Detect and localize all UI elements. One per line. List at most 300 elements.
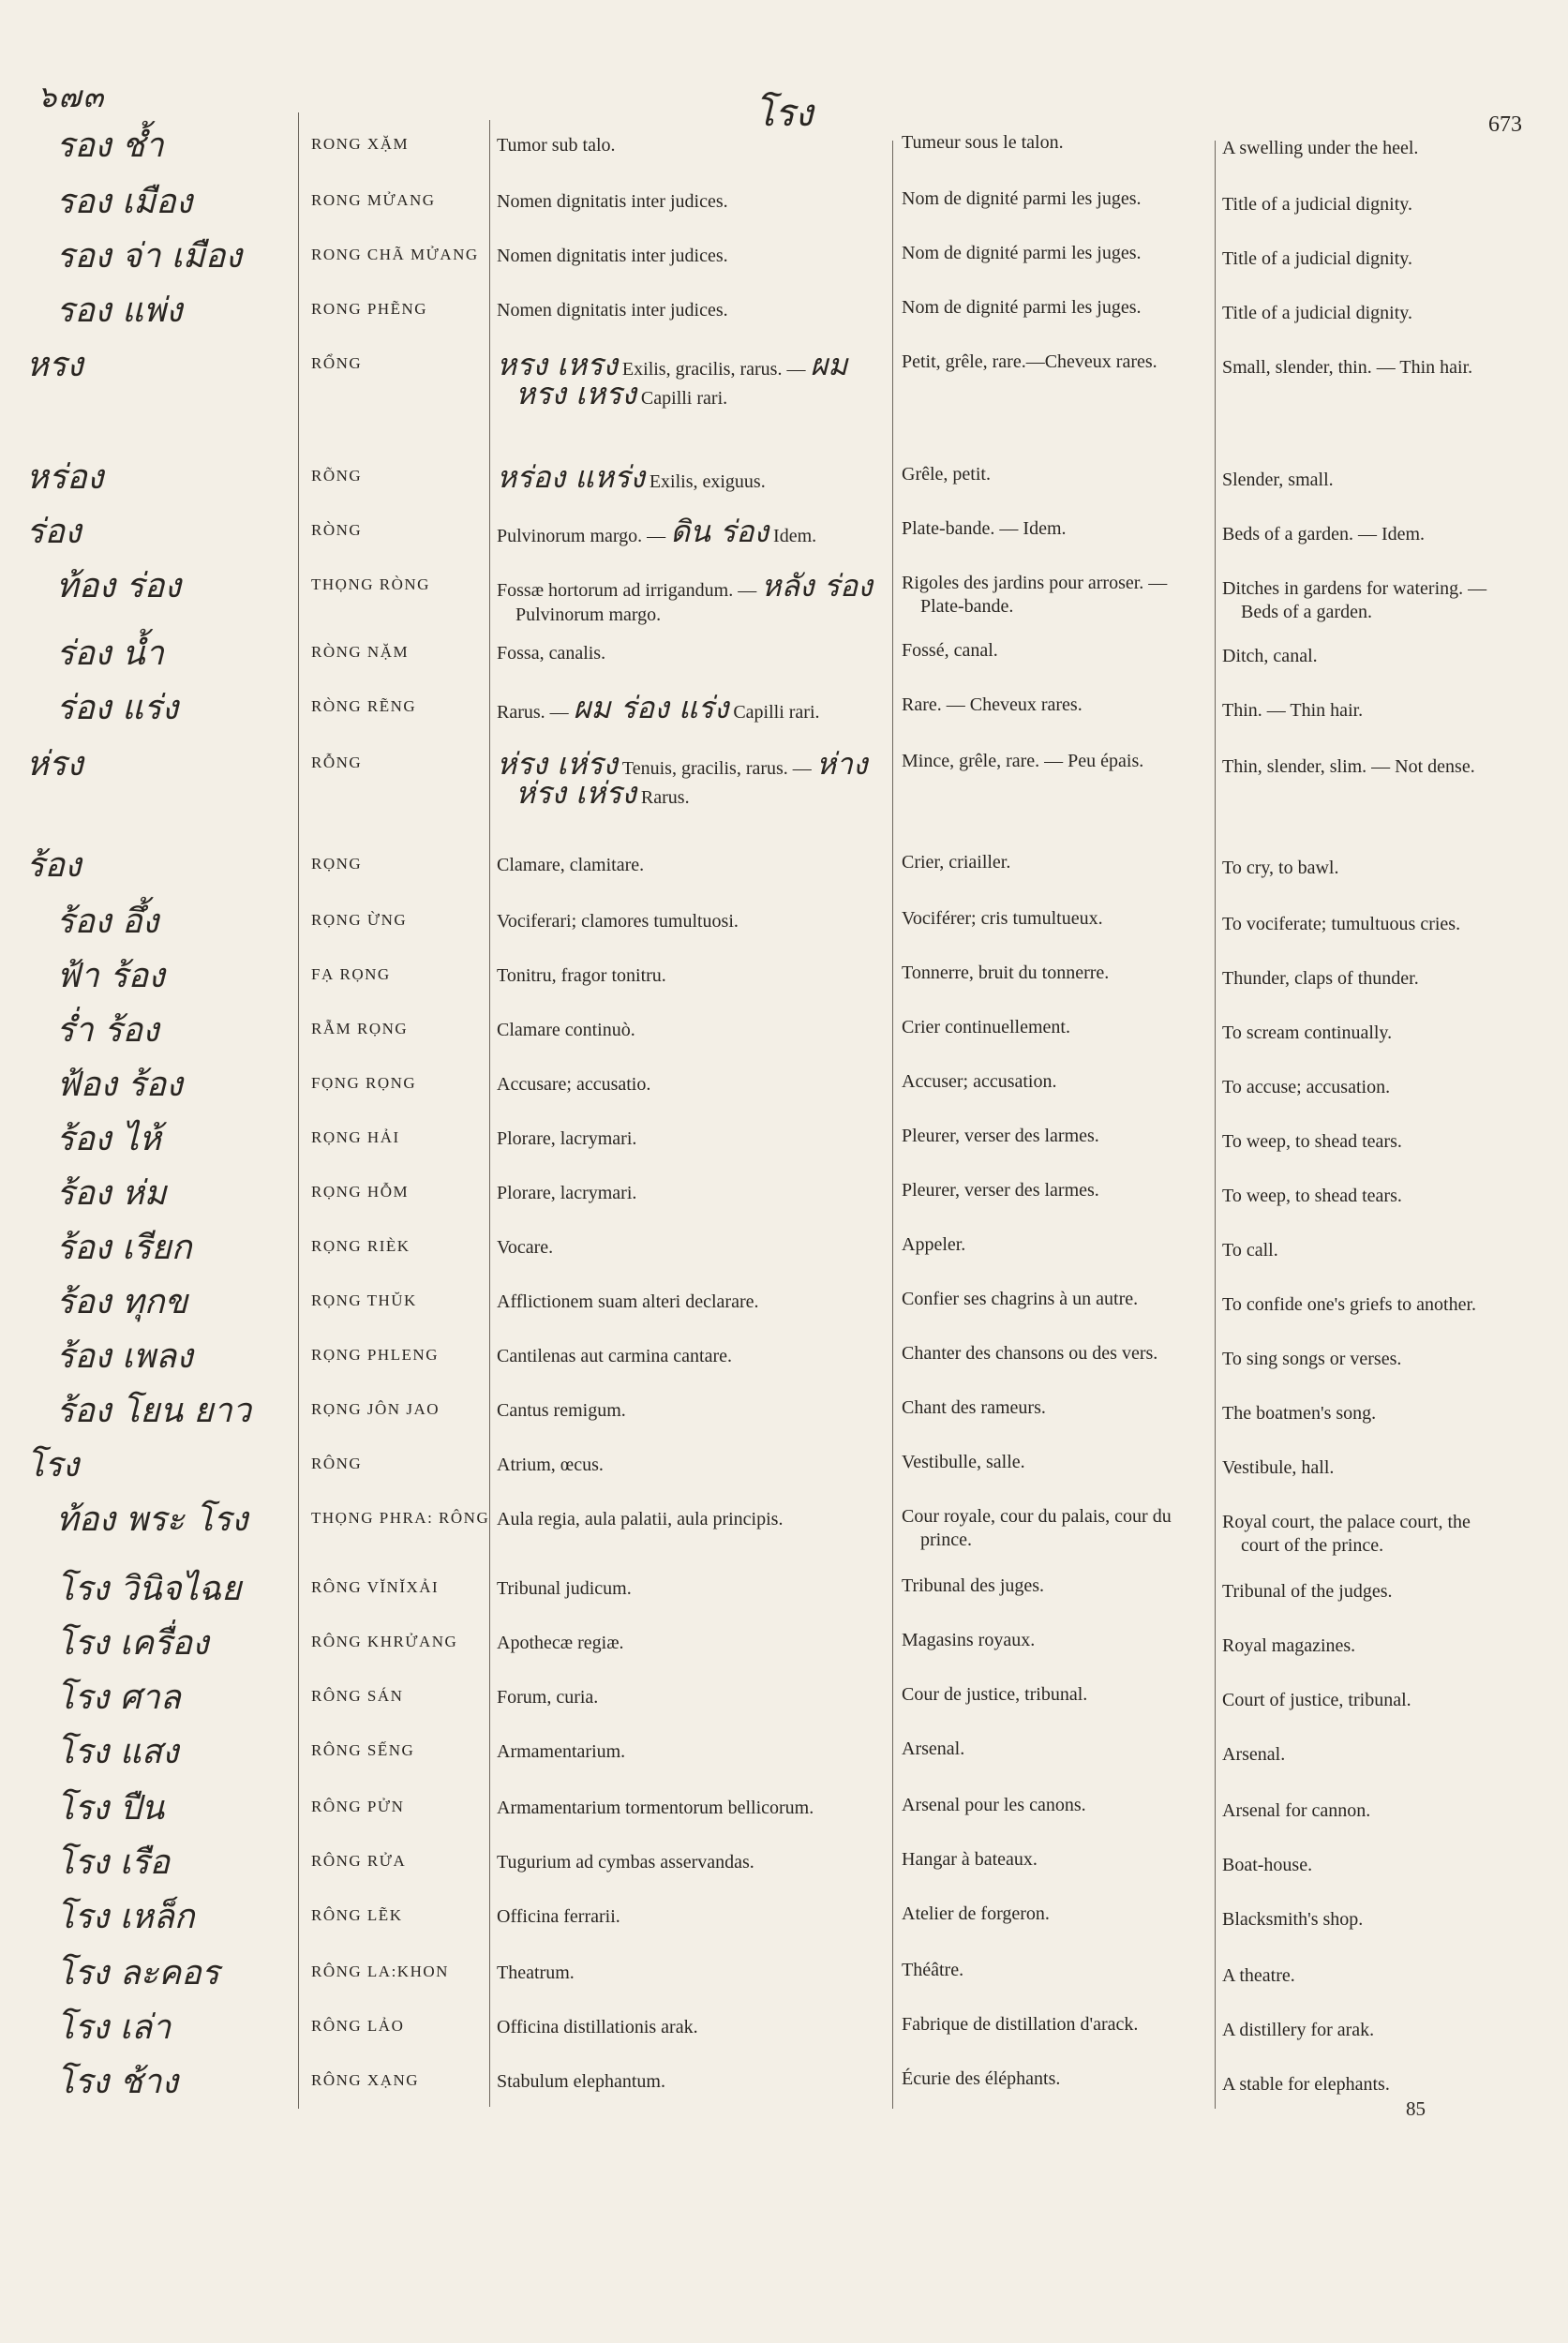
thai-headword: ร้อง ทุกข [56,1283,188,1321]
romanization: FẠ RỌNG [311,965,391,983]
thai-headword: โรง [26,1446,80,1485]
latin-continuation [497,775,890,811]
latin-definition [497,1235,890,1260]
french-text: Cour royale, cour du palais, cour du [902,1506,1172,1527]
thai-headword: รอง เมือง [56,183,193,221]
thai-headword: ร้อง เพลง [56,1337,193,1376]
english-text: Thunder, claps of thunder. [1222,968,1419,989]
french-definition [902,296,1211,320]
romanization: RÔNG LẼK [311,1906,403,1924]
english-definition [1222,523,1531,546]
inline-thai-phrase: ห่าง [815,746,868,782]
romanization: RÔNG SẾNG [311,1741,415,1759]
english-definition [1222,2019,1531,2042]
french-definition [902,1794,1211,1817]
latin-definition [497,1576,890,1601]
latin-text: Afflictionem suam alteri declarare. [497,1291,759,1312]
english-text: Boat-house. [1222,1855,1313,1875]
romanization: RONG PHẼNG [311,300,428,318]
inline-thai-phrase: หรง เหรง [497,347,618,382]
dictionary-entry [0,1784,1568,1839]
latin-text: Accusare; accusatio. [497,1074,651,1095]
latin-text: Rarus. — [497,702,569,723]
french-text: Pleurer, verser des larmes. [902,1126,1099,1146]
thai-headword: ร่อง น้ำ [56,634,164,673]
english-text: Slender, small. [1222,470,1334,490]
thai-headword: ฟ้า ร้อง [56,957,165,995]
latin-definition [497,189,890,214]
french-text: Fossé, canal. [902,640,998,661]
latin-continuation [497,376,890,411]
french-text: Nom de dignité parmi les juges. [902,188,1142,209]
thai-headword: ร้อง [26,846,82,885]
french-definition [902,1016,1211,1039]
french-definition [902,351,1211,374]
dictionary-entry [0,1387,1568,1441]
romanization: RỔNG [311,354,363,372]
french-text: Confier ses chagrins à un autre. [902,1289,1139,1309]
latin-text: Nomen dignitatis inter judices. [497,191,728,212]
latin-definition [497,1181,890,1205]
french-text: Hangar à bateaux. [902,1849,1038,1870]
latin-definition [497,133,890,157]
latin-text: Nomen dignitatis inter judices. [497,300,728,321]
french-definition [902,2067,1211,2091]
latin-text: Clamare continuò. [497,1020,635,1040]
french-text: Petit, grêle, rare.—Cheveux rares. [902,351,1157,372]
french-text: Tumeur sous le talon. [902,132,1064,153]
dictionary-entry [0,1496,1568,1556]
latin-definition [497,1018,890,1042]
latin-definition [497,568,890,627]
latin-text: Tonitru, fragor tonitru. [497,965,666,986]
dictionary-entry [0,2004,1568,2058]
latin-text: Clamare, clamitare. [497,855,645,875]
romanization: RÕNG [311,467,363,485]
latin-definition [497,1344,890,1368]
inline-thai-phrase: ห่รง เห่รง [515,775,636,811]
latin-text: Stabulum elephantum. [497,2071,665,2092]
french-text: Chant des rameurs. [902,1397,1046,1418]
english-definition [1222,1634,1531,1658]
inline-thai-phrase: หลัง ร่อง [761,568,873,604]
dictionary-entry [0,1893,1568,1948]
french-text: Fabrique de distillation d'arack. [902,2014,1139,2035]
latin-text: Tribunal judicum. [497,1578,632,1599]
romanization: RỌNG ỪNG [311,911,408,929]
english-definition [1222,469,1531,492]
latin-definition [497,641,890,665]
inline-thai-phrase: หร่อง แหร่ง [497,459,645,495]
latin-definition [497,2069,890,2094]
english-definition [1222,645,1531,668]
english-definition [1222,1689,1531,1712]
french-definition [902,1288,1211,1311]
thai-page-number: ๖๗๓ [37,79,106,114]
latin-text: Vociferari; clamores tumultuosi. [497,911,739,932]
english-text: Beds of a garden. — Idem. [1222,524,1426,545]
french-continuation: prince. [920,1530,972,1550]
english-definition [1222,356,1531,380]
english-text: Court of justice, tribunal. [1222,1690,1411,1710]
english-definition [1222,577,1531,624]
thai-headword: โรง ช้าง [56,2063,178,2101]
latin-definition [497,1961,890,1985]
thai-headword: โรง วินิจไฉย [56,1570,242,1608]
latin-text: Rarus. [640,787,690,808]
latin-text: Armamentarium tormentorum bellicorum. [497,1798,814,1818]
english-text: To vociferate; tumultuous cries. [1222,914,1461,934]
english-text: Thin. — Thin hair. [1222,700,1364,721]
english-definition [1222,1022,1531,1045]
thai-headword: รอง จ่า เมือง [56,237,242,276]
dictionary-entry [0,684,1568,739]
romanization: RONG XẶM [311,135,410,153]
french-definition [902,2013,1211,2037]
romanization: RÒNG RẼNG [311,697,417,715]
dictionary-entry [0,122,1568,176]
romanization: FỌNG RỌNG [311,1074,417,1092]
thai-headword: โรง เล่า [56,2008,172,2047]
latin-text: Plorare, lacrymari. [497,1183,637,1203]
latin-definition [497,514,890,549]
french-definition [902,639,1211,663]
english-text: To weep, to shead tears. [1222,1131,1402,1152]
french-text: Appeler. [902,1234,966,1255]
dictionary-entry [0,1333,1568,1387]
french-text: Vociférer; cris tumultueux. [902,908,1103,929]
latin-definition [497,1904,890,1929]
latin-text: Forum, curia. [497,1687,599,1708]
thai-headword: หรง [26,346,83,384]
romanization: RÔNG SÁN [311,1687,404,1705]
french-text: Atelier de forgeron. [902,1903,1050,1924]
latin-text: Pulvinorum margo. — [497,526,666,546]
latin-definition [497,1072,890,1097]
romanization: RONG CHÃ MỬANG [311,246,479,263]
thai-headword: ร่ำ ร้อง [56,1011,159,1050]
thai-headword: ร้อง เรียก [56,1229,192,1267]
latin-text: Tumor sub talo. [497,135,616,156]
french-definition [902,1903,1211,1926]
english-definition [1222,1130,1531,1154]
dictionary-entry [0,740,1568,811]
french-text: Pleurer, verser des larmes. [902,1180,1099,1201]
latin-definition [497,1631,890,1655]
french-definition [902,1125,1211,1148]
french-definition [902,1629,1211,1652]
english-text: Arsenal. [1222,1744,1286,1765]
romanization: RÔNG PỬN [311,1798,405,1815]
english-text: Ditches in gardens for watering. — [1222,578,1487,599]
french-definition [902,1574,1211,1598]
english-definition [1222,137,1531,160]
thai-headword: ร่อง แร่ง [56,689,179,727]
french-definition [902,572,1211,619]
thai-headword: ท้อง ร่อง [56,567,181,605]
latin-definition [497,909,890,933]
french-text: Grêle, petit. [902,464,991,485]
dictionary-entry [0,1170,1568,1224]
latin-definition [497,746,890,811]
french-text: Chanter des chansons ou des vers. [902,1343,1158,1364]
romanization: RÔNG XẠNG [311,2071,420,2089]
french-text: Plate-bande. — Idem. [902,518,1067,539]
thai-headword: ร่อง [26,513,82,551]
thai-headword: ท้อง พระ โรง [56,1500,248,1539]
dictionary-entry [0,1278,1568,1333]
french-definition [902,1342,1211,1366]
thai-headword: โรง ศาล [56,1679,181,1717]
latin-definition [497,1796,890,1820]
english-text: To sing songs or verses. [1222,1349,1402,1369]
latin-text: Cantilenas aut carmina cantare. [497,1346,732,1366]
french-definition [902,1505,1211,1552]
romanization: RỌNG THŬK [311,1291,417,1309]
latin-text: Apothecæ regiæ. [497,1633,624,1653]
english-definition [1222,1293,1531,1317]
latin-text: Officina distillationis arak. [497,2017,698,2037]
english-text: Tribunal of the judges. [1222,1581,1393,1602]
latin-text: Exilis, exiguus. [649,471,766,492]
romanization: RỌNG HỖM [311,1183,410,1201]
dictionary-entry [0,952,1568,1007]
romanization: RỌNG PHLENG [311,1346,439,1364]
latin-definition [497,298,890,322]
latin-definition [497,1685,890,1709]
french-text: Rigoles des jardins pour arroser. — [902,573,1168,593]
inline-thai-phrase: ผม [810,347,848,382]
french-continuation: Plate-bande. [920,596,1014,617]
dictionary-entry [0,232,1568,287]
english-definition [1222,1799,1531,1823]
romanization: RÔNG [311,1455,363,1472]
romanization: RỌNG [311,855,363,873]
latin-definition [497,1453,890,1477]
romanization: RÔNG VĬNĬXẢI [311,1578,440,1596]
english-definition [1222,913,1531,936]
latin-text: Plorare, lacrymari. [497,1128,637,1149]
thai-headword: โรง ปืน [56,1789,165,1828]
french-definition [902,1233,1211,1257]
english-definition [1222,302,1531,325]
thai-headword: ร้อง ไห้ [56,1120,161,1158]
latin-definition [497,1290,890,1314]
dictionary-entry [0,562,1568,625]
english-text: A stable for elephants. [1222,2074,1390,2095]
english-definition [1222,1964,1531,1988]
french-text: Nom de dignité parmi les juges. [902,297,1142,318]
dictionary-entry [0,1565,1568,1619]
english-definition [1222,247,1531,271]
latin-text: Tugurium ad cymbas asservandas. [497,1852,754,1873]
english-definition [1222,1511,1531,1558]
thai-headword: ห่รง [26,745,83,783]
english-text: To scream continually. [1222,1022,1393,1043]
latin-text: Exilis, gracilis, rarus. — [621,359,806,380]
latin-definition [497,1507,890,1531]
thai-headword: โรง เหล็ก [56,1898,195,1936]
english-definition [1222,1402,1531,1425]
latin-text: Aula regia, aula palatii, aula principis. [497,1509,784,1530]
english-text: Small, slender, thin. — Thin hair. [1222,357,1473,378]
french-definition [902,1959,1211,1982]
latin-text: Pulvinorum margo. [515,604,662,625]
romanization: RÒNG NẶM [311,643,410,661]
romanization: RÔNG RỬA [311,1852,407,1870]
french-text: Écurie des éléphants. [902,2068,1061,2089]
english-text: Ditch, canal. [1222,646,1318,666]
french-text: Arsenal pour les canons. [902,1795,1086,1815]
latin-definition [497,2015,890,2039]
french-definition [902,1179,1211,1202]
french-text: Crier continuellement. [902,1017,1070,1037]
inline-thai-phrase: ห่รง เห่รง [497,746,618,782]
latin-text: Theatrum. [497,1962,575,1983]
english-definition [1222,1076,1531,1099]
english-definition [1222,1239,1531,1262]
french-text: Accuser; accusation. [902,1071,1057,1092]
dictionary-entry [0,1115,1568,1170]
inline-thai-phrase: ผม ร่อง แร่ง [573,690,729,725]
dictionary-entry [0,178,1568,232]
thai-headword: โรง เรือ [56,1843,170,1882]
dictionary-entry [0,1839,1568,1893]
english-text: To accuse; accusation. [1222,1077,1391,1097]
french-definition [902,750,1211,773]
french-text: Rare. — Cheveux rares. [902,694,1083,715]
dictionary-entry [0,454,1568,508]
thai-headword: รอง ช้ำ [56,127,164,165]
english-text: Royal court, the palace court, the [1222,1512,1471,1532]
latin-definition [497,853,890,877]
latin-definition [497,1739,890,1764]
page-number: 673 [1488,112,1522,137]
latin-text: Vocare. [497,1237,554,1258]
english-text: Title of a judicial dignity. [1222,303,1412,323]
english-text: Vestibule, hall. [1222,1457,1335,1478]
latin-text: Armamentarium. [497,1741,626,1762]
french-definition [902,1848,1211,1872]
english-definition [1222,1908,1531,1932]
latin-definition [497,459,890,495]
dictionary-entry [0,341,1568,411]
signature-mark: 85 [1406,2097,1426,2120]
french-definition [902,907,1211,931]
english-text: A swelling under the heel. [1222,138,1419,158]
latin-definition [497,1127,890,1151]
english-text: To weep, to shead tears. [1222,1186,1402,1206]
romanization: RỌNG HẢI [311,1128,400,1146]
dictionary-entry [0,1728,1568,1783]
dictionary-entry [0,1949,1568,2004]
french-definition [902,242,1211,265]
french-definition [902,962,1211,985]
french-definition [902,1396,1211,1420]
english-text: Arsenal for cannon. [1222,1800,1371,1821]
dictionary-entry [0,1224,1568,1278]
romanization: RÔNG LA:KHON [311,1962,449,1980]
dictionary-entry [0,1619,1568,1674]
french-definition [902,851,1211,874]
romanization: RỌNG JÔN JAO [311,1400,441,1418]
dictionary-entry [0,898,1568,952]
french-definition [902,131,1211,155]
latin-definition [497,1398,890,1423]
english-text: The boatmen's song. [1222,1403,1377,1424]
dictionary-entry [0,1441,1568,1496]
english-text: Blacksmith's shop. [1222,1909,1364,1930]
latin-definition [497,963,890,988]
thai-headword: ฟ้อง ร้อง [56,1066,183,1104]
romanization: THỌNG RÒNG [311,575,430,593]
latin-continuation [497,603,890,627]
french-text: Théâtre. [902,1960,964,1980]
english-continuation: court of the prince. [1241,1535,1384,1556]
english-definition [1222,1185,1531,1208]
english-definition [1222,755,1531,779]
french-text: Vestibulle, salle. [902,1452,1025,1472]
thai-headword: รอง แพ่ง [56,291,183,330]
english-definition [1222,1348,1531,1371]
english-definition [1222,699,1531,723]
running-head-word: โรง [754,92,814,135]
french-definition [902,463,1211,486]
dictionary-entry [0,508,1568,562]
english-text: A distillery for arak. [1222,2020,1375,2040]
french-text: Mince, grêle, rare. — Peu épais. [902,751,1144,771]
latin-text: Tenuis, gracilis, rarus. — [621,758,812,779]
thai-headword: ร้อง ห่ม [56,1174,167,1213]
english-text: To cry, to bawl. [1222,858,1339,878]
thai-headword: ร้อง โยน ยาว [56,1392,251,1430]
inline-thai-phrase: ดิน ร่อง [670,514,769,549]
romanization: RONG MỬANG [311,191,436,209]
latin-text: Officina ferrarii. [497,1906,620,1927]
english-definition [1222,1580,1531,1604]
latin-text: Cantus remigum. [497,1400,626,1421]
english-definition [1222,1854,1531,1877]
latin-text: Capilli rari. [640,388,728,409]
dictionary-entry [0,630,1568,684]
english-definition [1222,967,1531,991]
latin-text: Nomen dignitatis inter judices. [497,246,728,266]
english-text: To confide one's griefs to another. [1222,1294,1477,1315]
thai-headword: โรง เครื่อง [56,1624,209,1663]
thai-headword: โรง ละคอร [56,1954,220,1992]
dictionary-entry [0,2058,1568,2112]
romanization: RÔNG LẢO [311,2017,405,2035]
romanization: RẴM RỌNG [311,1020,409,1037]
english-continuation: Beds of a garden. [1241,602,1372,622]
english-text: Royal magazines. [1222,1635,1356,1656]
thai-headword: หร่อง [26,458,104,497]
thai-headword: โรง แสง [56,1733,179,1771]
french-definition [902,1451,1211,1474]
romanization: RỌNG RIÈK [311,1237,411,1255]
latin-definition [497,1850,890,1874]
french-definition [902,694,1211,717]
french-text: Magasins royaux. [902,1630,1036,1650]
french-text: Cour de justice, tribunal. [902,1684,1088,1705]
french-definition [902,187,1211,211]
latin-definition [497,347,890,411]
dictionary-entry [0,287,1568,341]
latin-text-tail: Idem. [773,526,817,546]
french-text: Tribunal des juges. [902,1575,1045,1596]
english-text: Thin, slender, slim. — Not dense. [1222,756,1475,777]
thai-headword: ร้อง อึ้ง [56,903,159,941]
